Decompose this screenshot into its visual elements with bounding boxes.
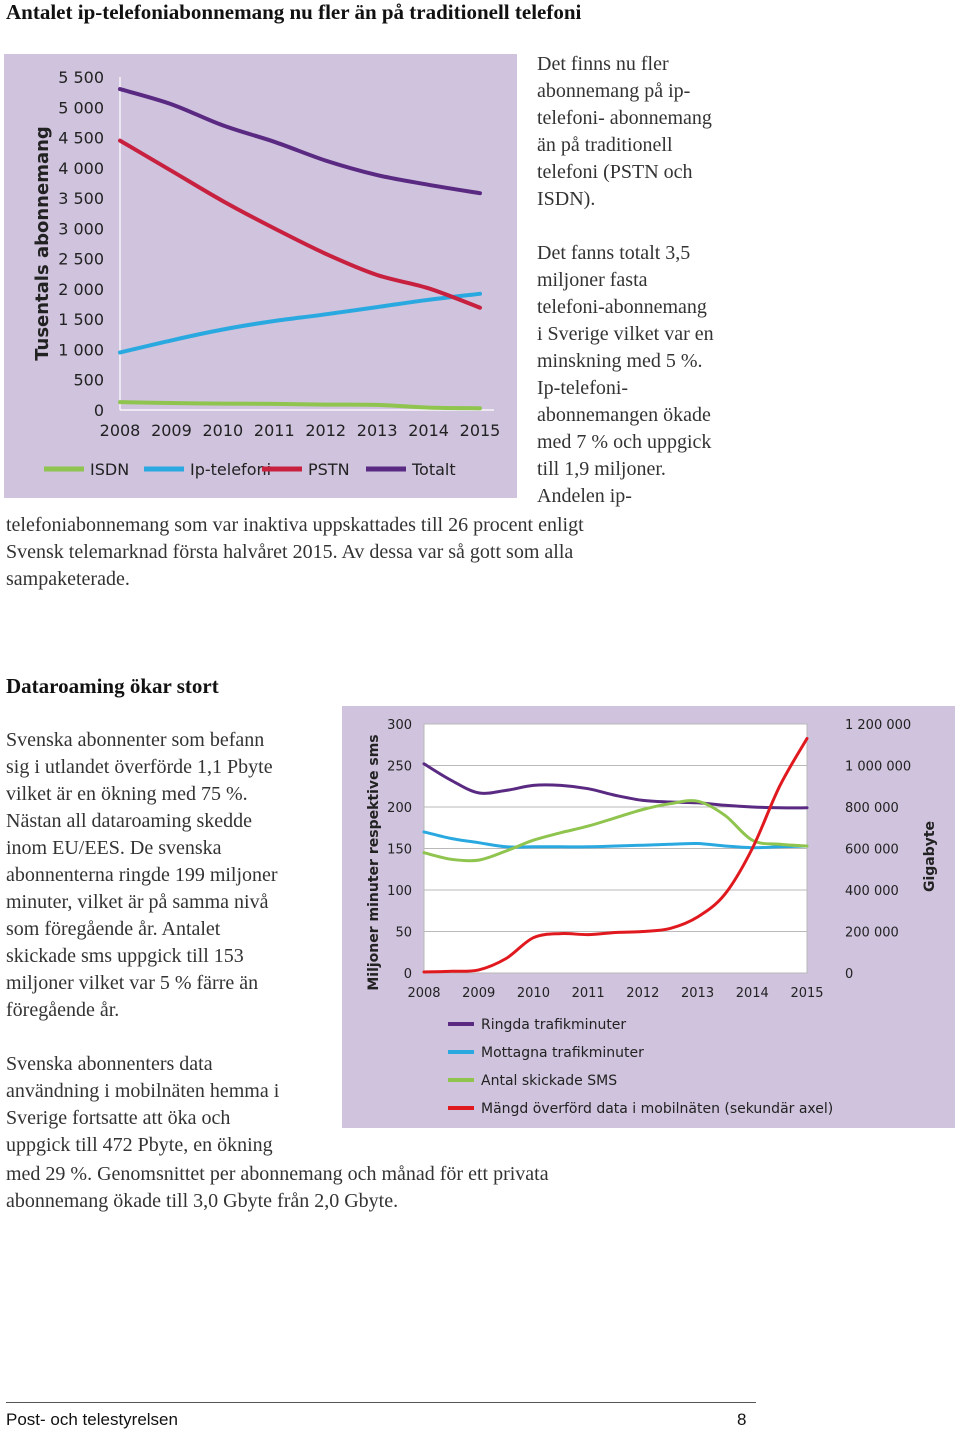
y-tick-label: 50 bbox=[395, 925, 412, 941]
y2-tick-label: 1 000 000 bbox=[845, 759, 912, 775]
y-tick-label: 150 bbox=[387, 842, 412, 858]
y-tick-label: 2 000 bbox=[58, 279, 104, 299]
legend-label: Mängd överförd data i mobilnäten (sekundär axel) bbox=[481, 1101, 834, 1117]
y-axis-title: Tusentals abonnemang bbox=[32, 126, 53, 361]
section1-side-line: i Sverige vilket var en bbox=[537, 323, 714, 345]
chart-dataroaming bbox=[342, 706, 955, 1128]
section2-side-line: minuter, vilket är på samma nivå bbox=[6, 891, 269, 913]
y2-tick-label: 1 200 000 bbox=[845, 718, 912, 733]
section2-side-line: Sverige fortsatte att öka och bbox=[6, 1107, 231, 1129]
section1-side-line: än på traditionell bbox=[537, 134, 673, 156]
y-tick-label: 1 500 bbox=[58, 310, 104, 330]
y-tick-label: 250 bbox=[387, 759, 412, 775]
y-tick-label: 5 500 bbox=[58, 68, 104, 87]
x-tick-label: 2012 bbox=[626, 986, 660, 1001]
y-tick-label: 3 500 bbox=[58, 189, 104, 209]
x-tick-label: 2013 bbox=[356, 421, 398, 440]
y2-tick-label: 600 000 bbox=[845, 842, 899, 858]
y-tick-label: 200 bbox=[387, 801, 412, 816]
x-tick-label: 2010 bbox=[202, 421, 244, 440]
footer-rule bbox=[6, 1402, 756, 1403]
section1-side-line: minskning med 5 %. bbox=[537, 350, 703, 372]
section-heading-dataroaming: Dataroaming ökar stort bbox=[6, 674, 219, 698]
section1-wide-line: Svensk telemarknad första halvåret 2015. Av dessa var så gott som alla bbox=[6, 541, 574, 563]
section1-side-line: abonnemang på ip- bbox=[537, 80, 691, 102]
section1-side-line: till 1,9 miljoner. bbox=[537, 458, 666, 480]
section2-side-line bbox=[6, 1024, 342, 1051]
y-tick-label: 4 500 bbox=[58, 128, 104, 148]
x-tick-label: 2014 bbox=[735, 986, 769, 1001]
x-tick-label: 2012 bbox=[305, 421, 347, 440]
section1-wide-line: sampaketerade. bbox=[6, 568, 130, 590]
x-tick-label: 2009 bbox=[462, 986, 496, 1001]
section2-side-line: Nästan all dataroaming skedde bbox=[6, 810, 253, 832]
section1-side-line: telefoni-abonnemang bbox=[537, 296, 707, 318]
x-tick-label: 2015 bbox=[459, 421, 501, 440]
section2-side-line: som föregående år. Antalet bbox=[6, 918, 221, 940]
y-tick-label: 1 000 bbox=[58, 340, 104, 360]
section1-wide-line: telefoniabonnemang som var inaktiva uppskattades till 26 procent enligt bbox=[6, 514, 584, 536]
section2-side-line: sig i utlandet överförde 1,1 Pbyte bbox=[6, 756, 273, 778]
section2-side-line: användning i mobilnäten hemma i bbox=[6, 1080, 280, 1102]
x-tick-label: 2008 bbox=[407, 986, 441, 1001]
series-line-ip-telefoni bbox=[120, 294, 480, 353]
chart-ip-telefoni bbox=[4, 54, 517, 498]
section1-side-line: Det finns nu fler bbox=[537, 53, 669, 75]
section2-side-line: vilket är en ökning med 75 %. bbox=[6, 783, 248, 805]
section1-side-line: abonnemangen ökade bbox=[537, 404, 711, 426]
series-line-pstn bbox=[120, 141, 480, 308]
section1-side-line: ISDN). bbox=[537, 188, 596, 210]
section2-side-line: Svenska abonnenters data bbox=[6, 1053, 213, 1075]
section1-side-line: med 7 % och uppgick bbox=[537, 431, 712, 453]
y-tick-label: 5 000 bbox=[58, 98, 104, 118]
x-tick-label: 2011 bbox=[253, 421, 295, 440]
y-tick-label: 0 bbox=[403, 967, 412, 982]
section1-side-line bbox=[537, 213, 797, 240]
y-tick-label: 500 bbox=[73, 370, 104, 390]
legend-label: PSTN bbox=[308, 460, 350, 479]
section1-wide-text bbox=[6, 512, 766, 593]
x-tick-label: 2015 bbox=[790, 986, 824, 1001]
x-tick-label: 2011 bbox=[571, 986, 605, 1001]
x-tick-label: 2013 bbox=[681, 986, 715, 1001]
chart-ip-telefoni-panel bbox=[4, 54, 517, 498]
section1-side-line: Andelen ip- bbox=[537, 485, 632, 507]
section2-side-line: abonnenterna ringde 199 miljoner bbox=[6, 864, 278, 886]
section1-side-line: miljoner fasta bbox=[537, 269, 648, 291]
page-number: 8 bbox=[737, 1410, 747, 1429]
section2-wide-line: abonnemang ökade till 3,0 Gbyte från 2,0 Gbyte. bbox=[6, 1190, 399, 1212]
y-tick-label: 4 000 bbox=[58, 158, 104, 178]
y2-axis-title: Gigabyte bbox=[922, 820, 938, 893]
section1-side-line: Ip-telefoni- bbox=[537, 377, 629, 399]
section-heading-ip-telefoni: Antalet ip-telefoniabonnemang nu fler än på traditionell telefoni bbox=[6, 0, 582, 24]
series-line-totalt bbox=[120, 89, 480, 193]
y-tick-label: 100 bbox=[387, 884, 412, 899]
section2-side-line: inom EU/EES. De svenska bbox=[6, 837, 222, 859]
y-tick-label: 300 bbox=[387, 718, 412, 733]
x-tick-label: 2010 bbox=[516, 986, 550, 1001]
section2-wide-line: med 29 %. Genomsnittet per abonnemang och månad för ett privata bbox=[6, 1163, 549, 1185]
series-line-isdn bbox=[120, 402, 480, 408]
section2-side-text bbox=[6, 727, 342, 1159]
x-tick-label: 2008 bbox=[99, 421, 141, 440]
legend-label: ISDN bbox=[90, 460, 130, 479]
y2-tick-label: 400 000 bbox=[845, 884, 899, 899]
section1-side-line: telefoni (PSTN och bbox=[537, 161, 693, 183]
section1-side-line: telefoni- abonnemang bbox=[537, 107, 712, 129]
y2-tick-label: 200 000 bbox=[845, 925, 899, 941]
y-tick-label: 3 000 bbox=[58, 219, 104, 239]
legend-label: Ip-telefoni bbox=[190, 460, 272, 479]
y-axis-title: Miljoner minuter respektive sms bbox=[366, 734, 382, 991]
y-tick-label: 2 500 bbox=[58, 249, 104, 269]
section2-wide-text bbox=[6, 1161, 766, 1215]
section2-side-line: föregående år. bbox=[6, 999, 120, 1021]
y-tick-label: 0 bbox=[93, 401, 104, 420]
section2-side-line: skickade sms uppgick till 153 bbox=[6, 945, 244, 967]
section1-side-text bbox=[537, 51, 797, 510]
section2-side-line: Svenska abonnenter som befann bbox=[6, 729, 265, 751]
footer-publisher: Post- och telestyrelsen bbox=[6, 1410, 178, 1429]
legend-label: Mottagna trafikminuter bbox=[481, 1045, 644, 1061]
legend-label: Antal skickade SMS bbox=[481, 1073, 618, 1089]
x-tick-label: 2014 bbox=[408, 421, 449, 440]
x-tick-label: 2009 bbox=[151, 421, 192, 440]
section2-side-line: uppgick till 472 Pbyte, en ökning bbox=[6, 1134, 273, 1156]
y2-tick-label: 0 bbox=[845, 967, 854, 982]
chart-dataroaming-panel bbox=[342, 706, 955, 1128]
section2-side-line: miljoner vilket var 5 % färre än bbox=[6, 972, 259, 994]
legend-label: Totalt bbox=[412, 460, 456, 479]
y2-tick-label: 800 000 bbox=[845, 801, 899, 816]
legend-label: Ringda trafikminuter bbox=[481, 1017, 627, 1033]
section1-side-line: Det fanns totalt 3,5 bbox=[537, 242, 691, 264]
